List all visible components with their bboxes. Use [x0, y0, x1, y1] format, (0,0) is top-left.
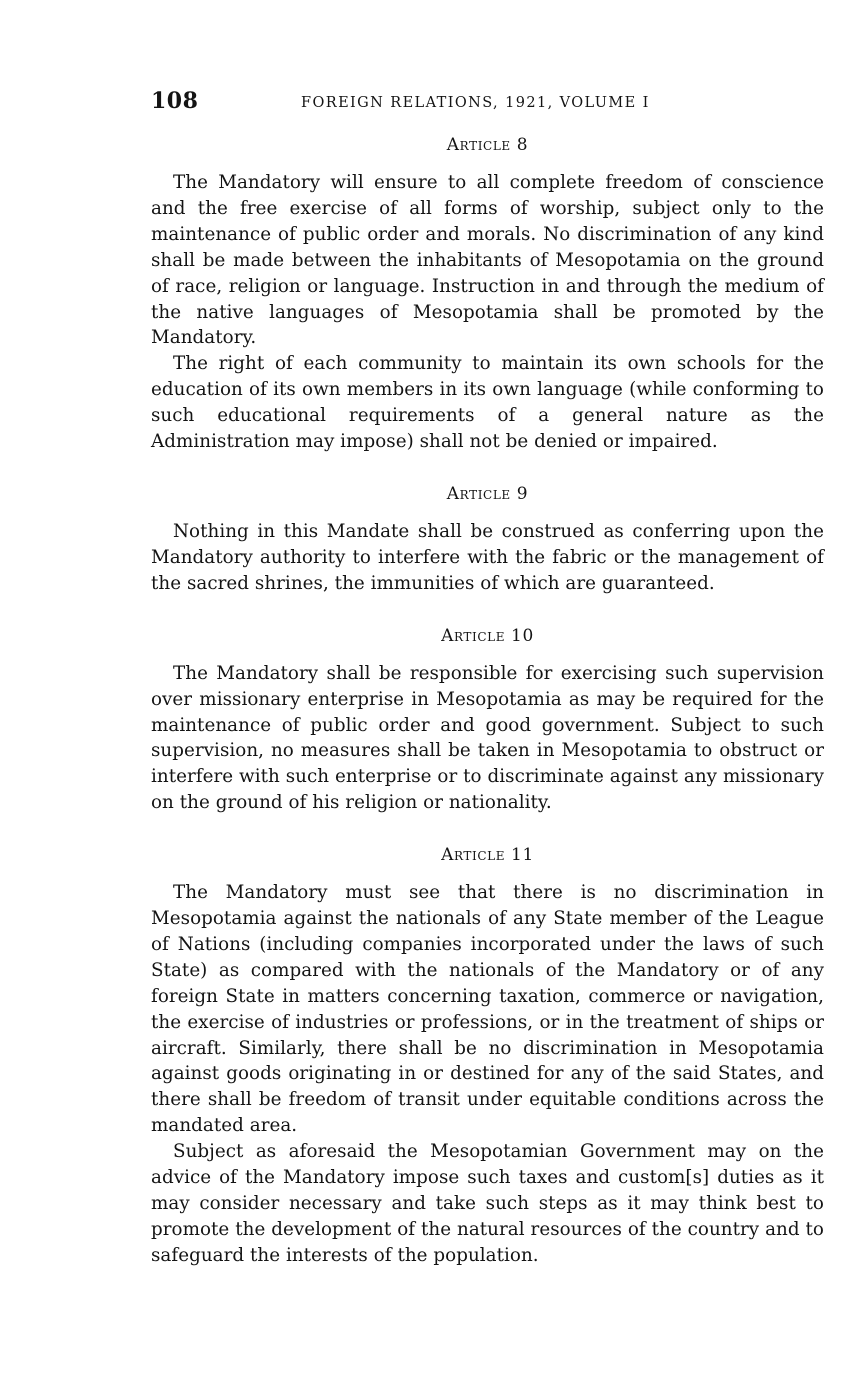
running-head	[151, 86, 824, 120]
section-spacer	[151, 816, 824, 832]
running-title: FOREIGN RELATIONS, 1921, VOLUME I	[301, 95, 650, 111]
article-11	[151, 842, 824, 1269]
article-9	[151, 481, 824, 597]
article-paragraph: Nothing in this Mandate shall be construed as conferring upon the Mandatory authority to interfere with the fabric or the management of the sacred shrines, the immunities of which are guaranteed.	[151, 520, 824, 594]
document-page	[151, 86, 824, 1269]
article-10	[151, 623, 824, 816]
page-number: 108	[151, 88, 199, 114]
article-8	[151, 132, 824, 455]
article-heading: Article 11	[441, 845, 534, 866]
article-heading: Article 9	[446, 483, 529, 504]
article-paragraph: The Mandatory will ensure to all complete freedom of conscience and the free exercise of all forms of worship, subject only to the maintenance of public order and morals. No discrimination of any kind shall be made between the inhabitants of Mesopotamia on the ground of race, religion or language. Instruction in and through the medium of the native languages of Mesopotamia shall be promoted by the Mandatory.	[151, 172, 824, 349]
section-spacer	[151, 455, 824, 471]
article-paragraph: The Mandatory shall be responsible for exercising such supervision over missionary enterprise in Mesopotamia as may be required for the maintenance of public order and good government. Subject to such supervision, no measures shall be taken in Mesopotamia to obstruct or interfere with such enterprise or to discriminate against any missionary on the ground of his religion or nationality.	[151, 662, 824, 814]
article-paragraph: The Mandatory must see that there is no discrimination in Mesopotamia against the nationals of any State member of the League of Nations (including companies incorporated under the laws of such State) as compared with the nationals of the Mandatory or of any foreign State in matters concerning taxation, commerce or navigation, the exercise of industries or professions, or in the treatment of ships or aircraft. Similarly, there shall be no discrimination in Mesopotamia against goods originating in or destined for any of the said States, and there shall be freedom of transit under equitable conditions across the mandated area.	[151, 882, 824, 1137]
article-paragraph: Subject as aforesaid the Mesopotamian Government may on the advice of the Mandatory impose such taxes and custom[s] duties as it may consider necessary and take such steps as it may think best to promote the development of the natural resources of the country and to safeguard the interests of the population.	[151, 1141, 824, 1266]
article-heading: Article 10	[441, 625, 534, 646]
section-spacer	[151, 597, 824, 613]
article-paragraph: The right of each community to maintain its own schools for the education of its own members in its own language (while conforming to such educational requirements of a general nature as the Administration may impose) shall not be denied or impaired.	[151, 353, 824, 453]
article-heading: Article 8	[446, 135, 529, 155]
